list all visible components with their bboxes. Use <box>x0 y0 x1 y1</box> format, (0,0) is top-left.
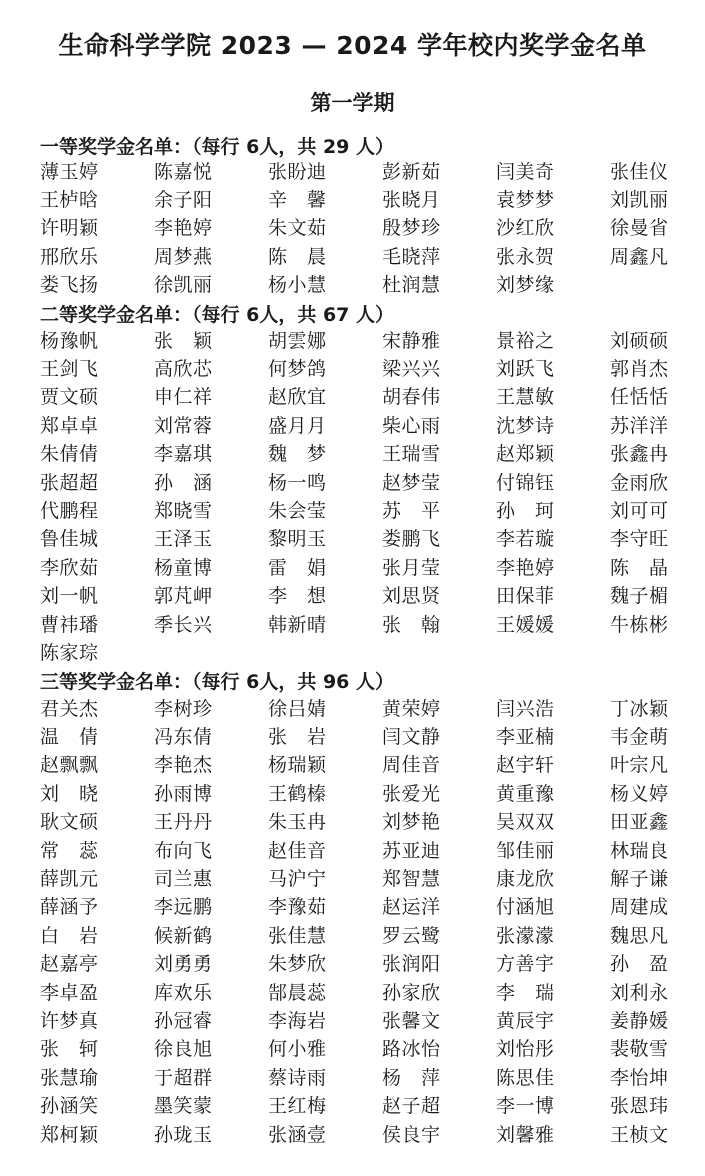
student-name: 君关杰 <box>40 697 99 720</box>
student-name: 孙 珂 <box>496 500 555 523</box>
student-name: 李嘉琪 <box>154 443 213 466</box>
student-name: 朱会莹 <box>268 500 327 523</box>
student-name: 徐曼省 <box>610 217 669 240</box>
student-name: 周佳音 <box>382 754 441 777</box>
student-name: 苏亚迪 <box>382 839 441 862</box>
student-name: 林瑞良 <box>610 839 669 862</box>
name-row <box>40 439 690 467</box>
student-name: 黄荣婷 <box>382 697 441 720</box>
student-name: 李树珍 <box>154 697 213 720</box>
student-name: 李艳婷 <box>154 217 213 240</box>
student-name: 刘凯丽 <box>610 189 669 212</box>
name-row <box>40 1062 690 1090</box>
student-name: 杨义婷 <box>610 782 669 805</box>
student-name: 薛涵予 <box>40 896 99 919</box>
student-name: 景裕之 <box>496 329 555 352</box>
student-name: 刘跃飞 <box>496 358 555 381</box>
student-name: 张 颖 <box>154 329 213 352</box>
student-name: 张爱光 <box>382 782 441 805</box>
student-name: 刘馨雅 <box>496 1123 555 1146</box>
student-name: 王丹丹 <box>154 811 213 834</box>
student-name: 盛月月 <box>268 414 327 437</box>
student-name: 赵飘飘 <box>40 754 99 777</box>
student-name: 于超群 <box>154 1066 213 1089</box>
student-name: 金雨欣 <box>610 471 669 494</box>
student-name: 李守旺 <box>610 528 669 551</box>
first-class-heading: 一等奖学金名单：（每行 6人，共 29 人） <box>40 136 395 158</box>
student-name: 张恩玮 <box>610 1095 669 1118</box>
student-name: 赵梦莹 <box>382 471 441 494</box>
student-name: 刘怡彤 <box>496 1038 555 1061</box>
student-name: 李艳婷 <box>496 556 555 579</box>
student-name: 孙冠睿 <box>154 1009 213 1032</box>
student-name: 李海岩 <box>268 1009 327 1032</box>
student-name: 朱玉冉 <box>268 811 327 834</box>
third-class-heading: 三等奖学金名单：（每行 6人，共 96 人） <box>40 671 395 693</box>
name-row <box>40 467 690 495</box>
student-name: 张润阳 <box>382 953 441 976</box>
student-name: 张佳仪 <box>610 160 669 183</box>
student-name: 朱文茹 <box>268 217 327 240</box>
name-row <box>40 1119 690 1147</box>
name-row <box>40 184 690 212</box>
name-row <box>40 778 690 806</box>
student-name: 刘勇勇 <box>154 953 213 976</box>
student-name: 布向飞 <box>154 839 213 862</box>
name-row <box>40 1034 690 1062</box>
name-row <box>40 750 690 778</box>
student-name: 李 想 <box>268 585 327 608</box>
student-name: 墨笑蒙 <box>154 1095 213 1118</box>
student-name: 付锦钰 <box>496 471 555 494</box>
student-name: 张佳慧 <box>268 924 327 947</box>
student-name: 侯良宇 <box>382 1123 441 1146</box>
student-name: 娄飞扬 <box>40 274 99 297</box>
student-name: 张永贺 <box>496 245 555 268</box>
student-name: 胡雲娜 <box>268 329 327 352</box>
student-name: 魏思凡 <box>610 924 669 947</box>
student-name: 孙 涵 <box>154 471 213 494</box>
student-name: 刘可可 <box>610 500 669 523</box>
student-name: 赵佳音 <box>268 839 327 862</box>
student-name: 邢欣乐 <box>40 245 99 268</box>
student-name: 王慧敏 <box>496 386 555 409</box>
student-name: 司兰惠 <box>154 868 213 891</box>
student-name: 张濛濛 <box>496 924 555 947</box>
document-title: 生命科学学院 2023 — 2024 学年校内奖学金名单 <box>58 31 647 60</box>
student-name: 赵欣宜 <box>268 386 327 409</box>
student-name: 马沪宁 <box>268 868 327 891</box>
student-name: 张 翰 <box>382 613 441 636</box>
student-name: 李豫茹 <box>268 896 327 919</box>
student-name: 常 蕊 <box>40 839 99 862</box>
student-name: 杜润慧 <box>382 274 441 297</box>
student-name: 徐良旭 <box>154 1038 213 1061</box>
student-name: 苏洋洋 <box>610 414 669 437</box>
name-row <box>40 949 690 977</box>
student-name: 朱倩倩 <box>40 443 99 466</box>
student-name: 沈梦诗 <box>496 414 555 437</box>
student-name: 裴敬雪 <box>610 1038 669 1061</box>
name-row <box>40 213 690 241</box>
student-name: 雷 娟 <box>268 556 327 579</box>
student-name: 闫文静 <box>382 726 441 749</box>
student-name: 张慧瑜 <box>40 1066 99 1089</box>
student-name: 温 倩 <box>40 726 99 749</box>
student-name: 李一博 <box>496 1095 555 1118</box>
student-name: 刘常蓉 <box>154 414 213 437</box>
name-row <box>40 495 690 523</box>
student-name: 宋静雅 <box>382 329 441 352</box>
student-name: 张 轲 <box>40 1038 99 1061</box>
student-name: 张 岩 <box>268 726 327 749</box>
first-class-name-grid <box>40 156 690 298</box>
name-row <box>40 1005 690 1033</box>
student-name: 鲁佳城 <box>40 528 99 551</box>
student-name: 李欣茹 <box>40 556 99 579</box>
student-name: 何梦鸽 <box>268 358 327 381</box>
student-name: 张超超 <box>40 471 99 494</box>
student-name: 刘一帆 <box>40 585 99 608</box>
student-name: 孙雨博 <box>154 782 213 805</box>
student-name: 薄玉婷 <box>40 160 99 183</box>
student-name: 王桢文 <box>610 1123 669 1146</box>
student-name: 解子谦 <box>610 868 669 891</box>
name-row <box>40 863 690 891</box>
student-name: 徐凯丽 <box>154 274 213 297</box>
student-name: 彭新茹 <box>382 160 441 183</box>
student-name: 罗云鹭 <box>382 924 441 947</box>
student-name: 王媛媛 <box>496 613 555 636</box>
student-name: 袁梦梦 <box>496 189 555 212</box>
student-name: 辛 馨 <box>268 189 327 212</box>
student-name: 陈 晨 <box>268 245 327 268</box>
student-name: 余子阳 <box>154 189 213 212</box>
student-name: 刘梦缘 <box>496 274 555 297</box>
student-name: 魏子楣 <box>610 585 669 608</box>
student-name: 刘利永 <box>610 981 669 1004</box>
student-name: 赵运洋 <box>382 896 441 919</box>
student-name: 沙红欣 <box>496 217 555 240</box>
student-name: 徐吕婧 <box>268 697 327 720</box>
student-name: 陈思佳 <box>496 1066 555 1089</box>
student-name: 孙珑玉 <box>154 1123 213 1146</box>
student-name: 李亚楠 <box>496 726 555 749</box>
student-name: 杨 萍 <box>382 1066 441 1089</box>
student-name: 蔡诗雨 <box>268 1066 327 1089</box>
name-row <box>40 609 690 637</box>
student-name: 何小雅 <box>268 1038 327 1061</box>
student-name: 郭肖杰 <box>610 358 669 381</box>
student-name: 李卓盈 <box>40 981 99 1004</box>
name-row <box>40 270 690 298</box>
term-title: 第一学期 <box>310 91 395 115</box>
name-row <box>40 920 690 948</box>
student-name: 康龙欣 <box>496 868 555 891</box>
student-name: 王瑞雪 <box>382 443 441 466</box>
student-name: 冯东倩 <box>154 726 213 749</box>
student-name: 张鑫冉 <box>610 443 669 466</box>
name-row <box>40 410 690 438</box>
student-name: 闫兴浩 <box>496 697 555 720</box>
student-name: 胡春伟 <box>382 386 441 409</box>
student-name: 李若璇 <box>496 528 555 551</box>
student-name: 陈家琮 <box>40 641 99 664</box>
student-name: 曹祎璠 <box>40 613 99 636</box>
name-row <box>40 353 690 381</box>
student-name: 姜静媛 <box>610 1009 669 1032</box>
student-name: 娄鹏飞 <box>382 528 441 551</box>
student-name: 郑智慧 <box>382 868 441 891</box>
name-row <box>40 892 690 920</box>
student-name: 柴心雨 <box>382 414 441 437</box>
student-name: 李远鹏 <box>154 896 213 919</box>
name-row <box>40 581 690 609</box>
student-name: 张月莹 <box>382 556 441 579</box>
student-name: 王泽玉 <box>154 528 213 551</box>
student-name: 孙家欣 <box>382 981 441 1004</box>
name-row <box>40 977 690 1005</box>
student-name: 吴双双 <box>496 811 555 834</box>
student-name: 薛凯元 <box>40 868 99 891</box>
student-name: 杨一鸣 <box>268 471 327 494</box>
student-name: 赵宇轩 <box>496 754 555 777</box>
student-name: 苏 平 <box>382 500 441 523</box>
student-name: 陈嘉悦 <box>154 160 213 183</box>
student-name: 黄重豫 <box>496 782 555 805</box>
student-name: 叶宗凡 <box>610 754 669 777</box>
student-name: 许明颖 <box>40 217 99 240</box>
student-name: 代鹏程 <box>40 500 99 523</box>
student-name: 张晓月 <box>382 189 441 212</box>
student-name: 郑晓雪 <box>154 500 213 523</box>
student-name: 周梦燕 <box>154 245 213 268</box>
student-name: 付涵旭 <box>496 896 555 919</box>
student-name: 牛栋彬 <box>610 613 669 636</box>
student-name: 孙 盈 <box>610 953 669 976</box>
student-name: 许梦真 <box>40 1009 99 1032</box>
student-name: 黎明玉 <box>268 528 327 551</box>
student-name: 王剑飞 <box>40 358 99 381</box>
name-row <box>40 156 690 184</box>
student-name: 韩新晴 <box>268 613 327 636</box>
student-name: 张馨文 <box>382 1009 441 1032</box>
student-name: 赵郑颖 <box>496 443 555 466</box>
student-name: 周建成 <box>610 896 669 919</box>
student-name: 白 岩 <box>40 924 99 947</box>
student-name: 王红梅 <box>268 1095 327 1118</box>
name-row <box>40 552 690 580</box>
name-row <box>40 721 690 749</box>
student-name: 田保菲 <box>496 585 555 608</box>
name-row <box>40 807 690 835</box>
student-name: 田亚鑫 <box>610 811 669 834</box>
student-name: 高欣芯 <box>154 358 213 381</box>
student-name: 丁冰颖 <box>610 697 669 720</box>
third-class-name-grid <box>40 693 690 1147</box>
student-name: 刘思贤 <box>382 585 441 608</box>
student-name: 王栌晗 <box>40 189 99 212</box>
student-name: 李 瑞 <box>496 981 555 1004</box>
student-name: 郑柯颖 <box>40 1123 99 1146</box>
name-row <box>40 637 690 665</box>
student-name: 申仁祥 <box>154 386 213 409</box>
name-row <box>40 693 690 721</box>
student-name: 孙涵笑 <box>40 1095 99 1118</box>
student-name: 闫美奇 <box>496 160 555 183</box>
student-name: 刘硕硕 <box>610 329 669 352</box>
second-class-heading: 二等奖学金名单：（每行 6人，共 67 人） <box>40 304 395 326</box>
student-name: 路冰怡 <box>382 1038 441 1061</box>
student-name: 朱梦欣 <box>268 953 327 976</box>
student-name: 赵嘉亭 <box>40 953 99 976</box>
student-name: 李艳杰 <box>154 754 213 777</box>
name-row <box>40 1090 690 1118</box>
student-name: 杨童博 <box>154 556 213 579</box>
student-name: 魏 梦 <box>268 443 327 466</box>
student-name: 杨豫帆 <box>40 329 99 352</box>
student-name: 郭芃岬 <box>154 585 213 608</box>
student-name: 郜晨蕊 <box>268 981 327 1004</box>
student-name: 韦金萌 <box>610 726 669 749</box>
name-row <box>40 835 690 863</box>
student-name: 杨小慧 <box>268 274 327 297</box>
student-name: 李怡坤 <box>610 1066 669 1089</box>
student-name: 方善宇 <box>496 953 555 976</box>
name-row <box>40 382 690 410</box>
student-name: 王鹤榛 <box>268 782 327 805</box>
student-name: 候新鹤 <box>154 924 213 947</box>
student-name: 季长兴 <box>154 613 213 636</box>
student-name: 黄辰宇 <box>496 1009 555 1032</box>
student-name: 张涵壹 <box>268 1123 327 1146</box>
name-row <box>40 325 690 353</box>
student-name: 毛晓萍 <box>382 245 441 268</box>
student-name: 郑卓卓 <box>40 414 99 437</box>
student-name: 耿文硕 <box>40 811 99 834</box>
name-row <box>40 524 690 552</box>
student-name: 周鑫凡 <box>610 245 669 268</box>
student-name: 库欢乐 <box>154 981 213 1004</box>
student-name: 赵子超 <box>382 1095 441 1118</box>
student-name: 贾文硕 <box>40 386 99 409</box>
student-name: 杨瑞颖 <box>268 754 327 777</box>
student-name: 刘 晓 <box>40 782 99 805</box>
second-class-name-grid <box>40 325 690 666</box>
student-name: 任恬恬 <box>610 386 669 409</box>
student-name: 殷梦珍 <box>382 217 441 240</box>
name-row <box>40 241 690 269</box>
student-name: 梁兴兴 <box>382 358 441 381</box>
student-name: 刘梦艳 <box>382 811 441 834</box>
student-name: 张盼迪 <box>268 160 327 183</box>
student-name: 邹佳丽 <box>496 839 555 862</box>
student-name: 陈 晶 <box>610 556 669 579</box>
